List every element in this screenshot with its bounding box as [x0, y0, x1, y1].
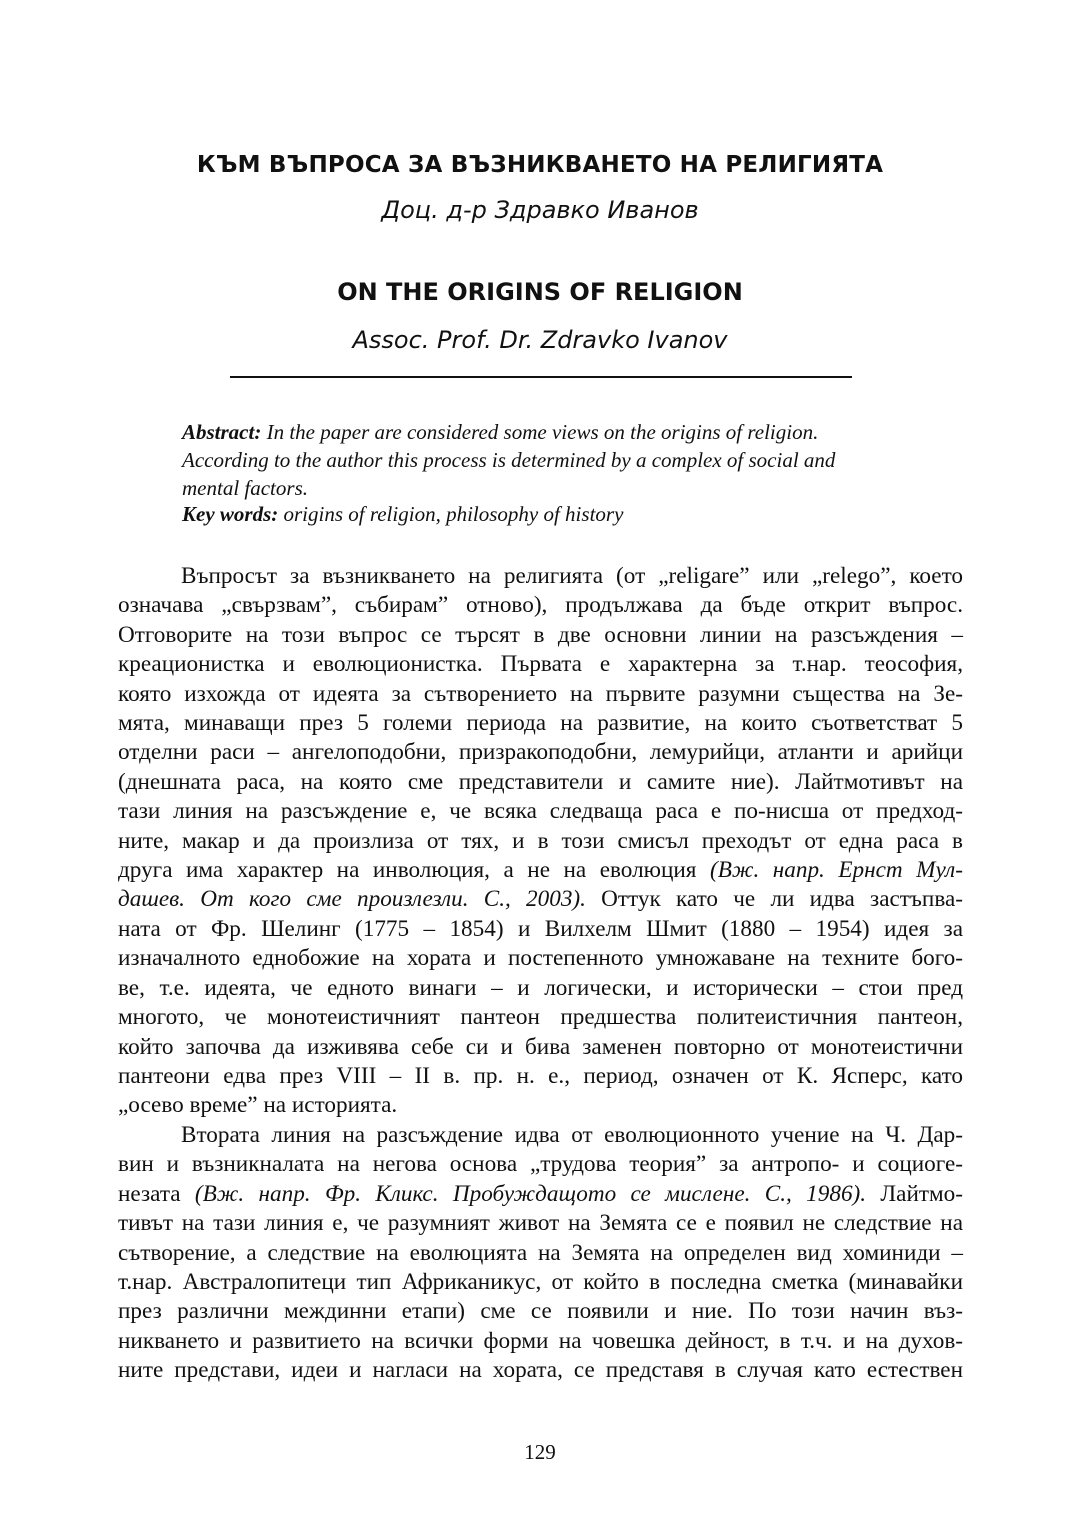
- text-segment: Оттук като че ли идва застъпва-: [585, 886, 963, 913]
- text-line: Въпросът за възникването на религията (от „religare” или „relego”, което: [181, 563, 963, 589]
- text-line: никването и развитието на всички форми на човешка дейност, в т.ч. и на духов-: [118, 1327, 963, 1354]
- text-line: [118, 856, 963, 885]
- keywords-label: Key words:: [182, 502, 279, 526]
- text-line: т.нар. Австралопитеци тип Африканикус, от който в последна сметка (минавайки: [118, 1269, 963, 1296]
- title-divider: [230, 376, 852, 378]
- text-line: многото, че монотеистичният пантеон предшества политеистичния пантеон,: [118, 1004, 963, 1031]
- text-line: пантеони едва през VIII – II в. пр. н. е., период, означен от К. Ясперс, като: [118, 1062, 963, 1089]
- article-title-english: ON THE ORIGINS OF RELIGION: [337, 278, 743, 306]
- text-line: вин и възникналата на негова основа „трудова теория” за антропо- и социоге-: [118, 1151, 963, 1178]
- text-line: означава „свързвам”, събирам” отново), продължава да бъде открит въпрос.: [118, 592, 963, 619]
- page-number: 129: [524, 1440, 556, 1464]
- body-paragraph-2: [118, 1121, 963, 1386]
- abstract-line-1: In the paper are considered some views on the origins of religion.: [261, 420, 819, 444]
- text-segment: Лайтмо-: [866, 1180, 963, 1207]
- text-line: креационистка и еволюционистка. Първата е характерна за т.нар. теософия,: [118, 651, 963, 678]
- text-line: сътворение, а следствие на еволюцията на Земята на определен вид хоминиди –: [118, 1239, 963, 1266]
- keywords-text: origins of religion, philosophy of history: [278, 502, 624, 526]
- text-line: тивът на тази линия е, че разумният живот на Земята се е появил не следствие на: [118, 1210, 963, 1237]
- text-line: [118, 1180, 963, 1209]
- body-paragraph-1: [118, 562, 963, 1121]
- text-line: през различни междинни етапи) сме се появили и ние. По този начин въз-: [118, 1298, 963, 1325]
- author-bulgarian: Доц. д-р Здравко Иванов: [381, 196, 699, 224]
- text-line: която изхожда от идеята за сътворението на първите разумни същества на Зе-: [118, 680, 963, 707]
- text-line: ната от Фр. Шелинг (1775 – 1854) и Вилхелм Шмит (1880 – 1954) идея за: [118, 915, 963, 942]
- abstract-line-3: mental factors.: [182, 476, 308, 500]
- text-line: тази линия на разсъждение е, че всяка следваща раса е по-нисша от предход-: [118, 798, 963, 825]
- text-line: Отговорите на този въпрос се търсят в две основни линии на разсъждения –: [118, 621, 963, 648]
- text-line: който започва да изживява себе си и бива заменен повторно от монотеистични: [118, 1033, 963, 1060]
- article-title-bulgarian: КЪМ ВЪПРОСА ЗА ВЪЗНИКВАНЕТО НА РЕЛИГИЯТА: [196, 152, 884, 178]
- citation-muldashev-cont: дашев. От кого сме произлезли. С., 2003).: [118, 886, 586, 913]
- text-line: ните представи, идеи и нагласи на хората, се представя в случая като естествен: [118, 1357, 963, 1384]
- abstract: [182, 418, 962, 502]
- author-english: Assoc. Prof. Dr. Zdravko Ivanov: [352, 326, 728, 354]
- text-line: ните, макар и да произлиза от тях, и в този смисъл преходът от една раса в: [118, 827, 963, 854]
- text-line: ве, т.е. идеята, че едното винаги – и логически, и исторически – стои пред: [118, 974, 963, 1001]
- text-line: изначалното еднобожие на хората и постепенното умножаване на техните бого-: [118, 945, 963, 972]
- abstract-line-2: According to the author this process is determined by a complex of social and: [182, 448, 836, 472]
- text-segment: друга има характер на инволюция, а не на еволюция: [118, 857, 710, 884]
- keywords: [182, 500, 962, 528]
- citation-kliks: (Вж. напр. Фр. Кликс. Пробуждащото се мислене. С., 1986).: [194, 1180, 867, 1207]
- citation-muldashev: (Вж. напр. Ернст Мул-: [710, 857, 963, 884]
- text-line: Втората линия на разсъждение идва от еволюционното учение на Ч. Дар-: [181, 1122, 963, 1148]
- abstract-label: Abstract:: [182, 420, 262, 444]
- text-line: „осево време” на историята.: [118, 1092, 398, 1119]
- text-line: отделни раси – ангелоподобни, призракоподобни, лемурийци, атланти и арийци: [118, 739, 963, 766]
- text-line: (днешната раса, на която сме представители и самите ние). Лайтмотивът на: [118, 768, 963, 795]
- text-line: мята, минаващи през 5 големи периода на развитие, на които съответстват 5: [118, 710, 963, 737]
- text-segment: незата: [118, 1180, 195, 1207]
- text-line: [118, 885, 963, 914]
